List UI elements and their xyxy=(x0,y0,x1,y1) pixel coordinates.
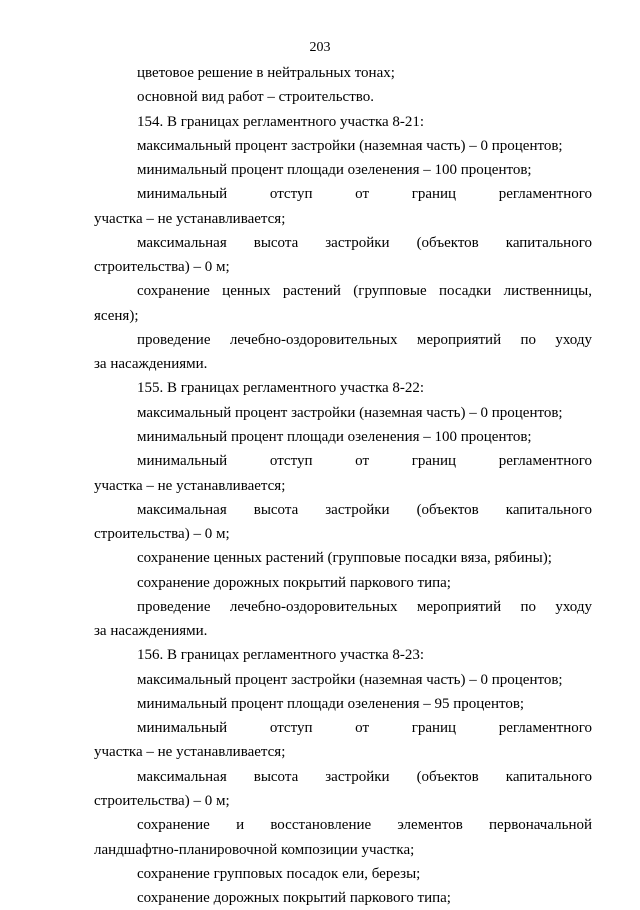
text-line: сохранение дорожных покрытий паркового типа; xyxy=(137,890,451,907)
text-line: минимальный отступ от границ регламентного xyxy=(137,186,592,203)
text-line: 156. В границах регламентного участка 8-23: xyxy=(137,647,425,664)
text-line: основной вид работ – строительство. xyxy=(137,89,374,106)
text-line: сохранение ценных растений (групповые посадки лиственницы, xyxy=(137,283,592,300)
text-line: минимальный процент площади озеленения – 100 процентов; xyxy=(137,428,532,445)
text-line: сохранение групповых посадок ели, березы; xyxy=(137,865,421,882)
document-body xyxy=(94,61,592,910)
text-line: строительства) – 0 м; xyxy=(94,526,230,543)
text-line: строительства) – 0 м; xyxy=(94,792,230,809)
text-line: 154. В границах регламентного участка 8-21: xyxy=(137,113,425,130)
text-line: максимальный процент застройки (наземная часть) – 0 процентов; xyxy=(137,671,563,688)
text-line: сохранение дорожных покрытий паркового типа; xyxy=(137,574,451,591)
text-line: участка – не устанавливается; xyxy=(94,210,286,227)
text-line: сохранение и восстановление элементов первоначальной xyxy=(137,817,592,834)
text-line: ясеня); xyxy=(94,307,139,324)
text-line: за насаждениями. xyxy=(94,623,208,640)
text-line: минимальный процент площади озеленения – 100 процентов; xyxy=(137,162,532,179)
text-line: ландшафтно-планировочной композиции участка; xyxy=(94,841,415,858)
text-line: цветовое решение в нейтральных тонах; xyxy=(137,65,395,81)
text-line: минимальный отступ от границ регламентного xyxy=(137,453,592,470)
text-line: за насаждениями. xyxy=(94,356,208,373)
text-line: проведение лечебно-оздоровительных мероприятий по уходу xyxy=(137,331,592,348)
text-line: максимальный процент застройки (наземная часть) – 0 процентов; xyxy=(137,137,563,154)
text-line: максимальный процент застройки (наземная часть) – 0 процентов; xyxy=(137,404,563,421)
text-line: строительства) – 0 м; xyxy=(94,259,230,276)
text-line: 155. В границах регламентного участка 8-22: xyxy=(137,380,425,397)
text-line: максимальная высота застройки (объектов капитального xyxy=(137,234,592,251)
text-line: проведение лечебно-оздоровительных мероприятий по уходу xyxy=(137,598,592,615)
text-line: участка – не устанавливается; xyxy=(94,744,286,761)
text-line: минимальный отступ от границ регламентного xyxy=(137,720,592,737)
text-line: сохранение ценных растений (групповые посадки вяза, рябины); xyxy=(137,550,552,567)
text-line: максимальная высота застройки (объектов капитального xyxy=(137,768,592,785)
text-line: минимальный процент площади озеленения – 95 процентов; xyxy=(137,695,525,712)
text-line: участка – не устанавливается; xyxy=(94,477,286,494)
text-line: максимальная высота застройки (объектов капитального xyxy=(137,501,592,518)
page-number: 203 xyxy=(309,40,331,55)
